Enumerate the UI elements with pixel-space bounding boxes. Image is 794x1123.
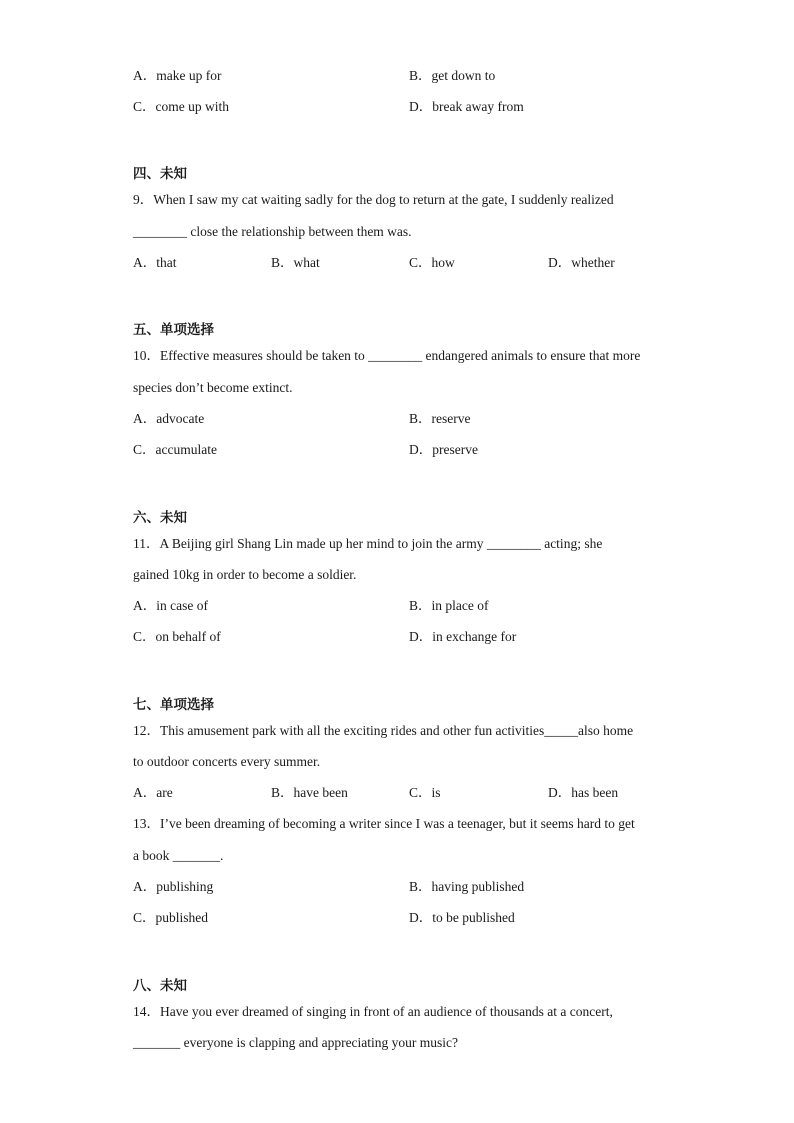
q12-option-c: C．is (409, 785, 441, 800)
q8-option-d: D．break away from (409, 99, 524, 114)
q11-option-a: A．in case of (133, 598, 208, 613)
q12-option-d: D．has been (548, 785, 619, 800)
section-8-heading: 八、未知 (133, 978, 187, 994)
q9-option-d: D．whether (548, 255, 615, 270)
q12-text-line1: 12．This amusement park with all the exciting rides and other fun activities_____also home (133, 723, 634, 738)
q9-option-a: A．that (133, 255, 177, 270)
q13-text-line2: a book _______. (133, 848, 224, 863)
q12-text-line2: to outdoor concerts every summer. (133, 754, 321, 769)
q14-text-line1: 14．Have you ever dreamed of singing in front of an audience of thousands at a concert, (133, 1004, 613, 1019)
q11-option-c: C．on behalf of (133, 629, 221, 644)
q10-option-c: C．accumulate (133, 442, 217, 457)
q9-text-line1: 9．When I saw my cat waiting sadly for the dog to return at the gate, I suddenly realized (133, 192, 614, 207)
q13-option-d: D．to be published (409, 910, 515, 925)
q13-option-c: C．published (133, 910, 209, 925)
section-6-heading: 六、未知 (133, 510, 187, 526)
q11-text-line2: gained 10kg in order to become a soldier. (133, 567, 357, 582)
q9-option-c: C．how (409, 255, 455, 270)
q12-option-a: A．are (133, 785, 173, 800)
q10-option-b: B．reserve (409, 411, 471, 426)
q8-option-b: B．get down to (409, 68, 496, 83)
q13-text-line1: 13．I’ve been dreaming of becoming a writer since I was a teenager, but it seems hard to get (133, 816, 635, 831)
q10-text-line2: species don’t become extinct. (133, 380, 293, 395)
q8-option-c: C．come up with (133, 99, 229, 114)
q10-text-line1: 10．Effective measures should be taken to ________ endangered animals to ensure that more (133, 348, 641, 363)
q10-option-a: A．advocate (133, 411, 205, 426)
q14-text-line2: _______ everyone is clapping and appreciating your music? (133, 1035, 459, 1050)
q10-option-d: D．preserve (409, 442, 478, 457)
q11-text-line1: 11．A Beijing girl Shang Lin made up her mind to join the army ________ acting; she (133, 536, 603, 551)
section-5-heading: 五、单项选择 (133, 322, 214, 338)
q11-option-d: D．in exchange for (409, 629, 517, 644)
q9-text-line2: ________ close the relationship between them was. (133, 224, 412, 239)
q8-option-a: A．make up for (133, 68, 222, 83)
q13-option-a: A．publishing (133, 879, 214, 894)
section-7-heading: 七、单项选择 (133, 697, 214, 713)
q12-option-b: B．have been (271, 785, 348, 800)
q11-option-b: B．in place of (409, 598, 489, 613)
section-4-heading: 四、未知 (133, 166, 187, 182)
q13-option-b: B．having published (409, 879, 525, 894)
q9-option-b: B．what (271, 255, 320, 270)
